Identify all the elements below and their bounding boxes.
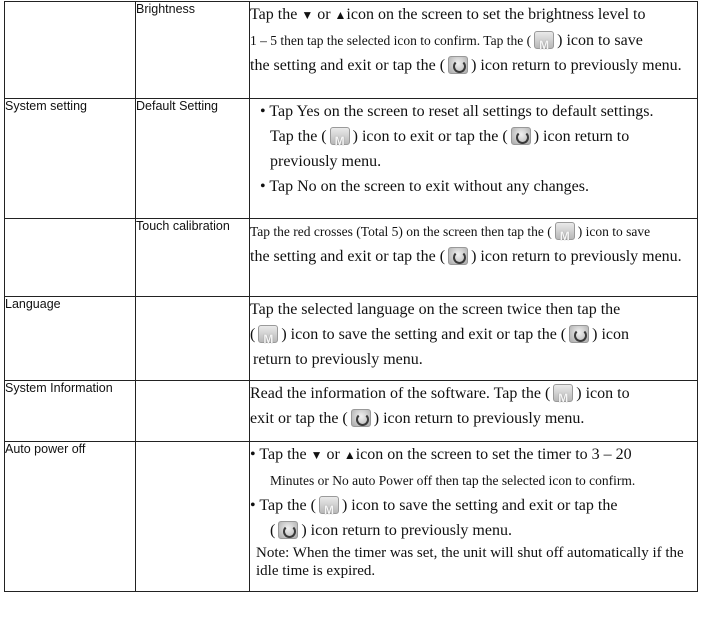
description-cell (250, 2, 698, 99)
description-cell (250, 442, 698, 592)
item-cell (136, 297, 250, 381)
category-cell: System setting (5, 99, 136, 219)
item-cell (136, 381, 250, 442)
down-triangle-icon: ▼ (301, 8, 314, 22)
description-line: return to previously menu. (253, 351, 423, 368)
description-line: previously menu. (270, 153, 382, 170)
return-icon (569, 325, 589, 343)
menu-m-icon (330, 127, 350, 145)
category-cell (5, 2, 136, 99)
up-triangle-icon: ▲ (334, 8, 347, 22)
description-line: • Tap the (M ) icon to save the setting and exit or tap the (250, 493, 697, 518)
description-cell (250, 297, 698, 381)
menu-m-icon (319, 496, 339, 514)
note-text: Note: When the timer was set, the unit will shut off automatically if the idle time is expired. (256, 545, 684, 579)
description-line: Read the information of the software. Tap the (M ) icon to (250, 381, 697, 406)
table-row (5, 297, 698, 381)
description-line: the setting and exit or tap the ( ) icon return to previously menu. (250, 248, 682, 265)
item-cell: Touch calibration (136, 219, 250, 297)
menu-m-icon (258, 325, 278, 343)
description-line: exit or tap the ( ) icon return to previously menu. (250, 410, 585, 427)
table-row (5, 442, 698, 592)
description-line: ( ) icon return to previously menu. (270, 522, 512, 539)
menu-m-icon (555, 222, 575, 240)
description-line: (M ) icon to save the setting and exit or tap the ( ) icon (250, 322, 697, 347)
menu-m-icon (534, 31, 554, 49)
description-line: • Tap Yes on the screen to reset all settings to default settings. (260, 103, 654, 120)
settings-table (4, 1, 698, 592)
table-row (5, 381, 698, 442)
return-icon (511, 127, 531, 145)
return-icon (448, 247, 468, 265)
return-icon (351, 409, 371, 427)
description-line: Tap the ▼ or ▲icon on the screen to set the brightness level to (250, 6, 646, 23)
description-line: Tap the red crosses (Total 5) on the screen then tap the (M ) icon to save (250, 219, 697, 244)
category-cell: System Information (5, 381, 136, 442)
category-cell (5, 219, 136, 297)
description-line: • Tap No on the screen to exit without any changes. (260, 178, 589, 195)
description-line: Tap the (M ) icon to exit or tap the ( ) icon return to (250, 124, 697, 149)
menu-m-icon (553, 384, 573, 402)
up-triangle-icon: ▲ (343, 448, 356, 462)
description-cell (250, 381, 698, 442)
description-cell (250, 99, 698, 219)
description-line: Minutes or No auto Power off then tap the selected icon to confirm. (270, 473, 636, 488)
down-triangle-icon: ▼ (310, 448, 323, 462)
return-icon (278, 521, 298, 539)
description-line: Tap the selected language on the screen twice then tap the (250, 301, 621, 318)
item-cell: Brightness (136, 2, 250, 99)
category-cell: Auto power off (5, 442, 136, 592)
description-line: the setting and exit or tap the ( ) icon return to previously menu. (250, 57, 682, 74)
table-row (5, 219, 698, 297)
description-cell (250, 219, 698, 297)
table-row (5, 99, 698, 219)
item-cell: Default Setting (136, 99, 250, 219)
description-line: 1 – 5 then tap the selected icon to confirm. Tap the (M ) icon to save (250, 28, 697, 53)
item-cell (136, 442, 250, 592)
description-line: • Tap the ▼ or ▲icon on the screen to set the timer to 3 – 20 (250, 446, 632, 463)
category-cell: Language (5, 297, 136, 381)
table-row (5, 2, 698, 99)
return-icon (448, 56, 468, 74)
